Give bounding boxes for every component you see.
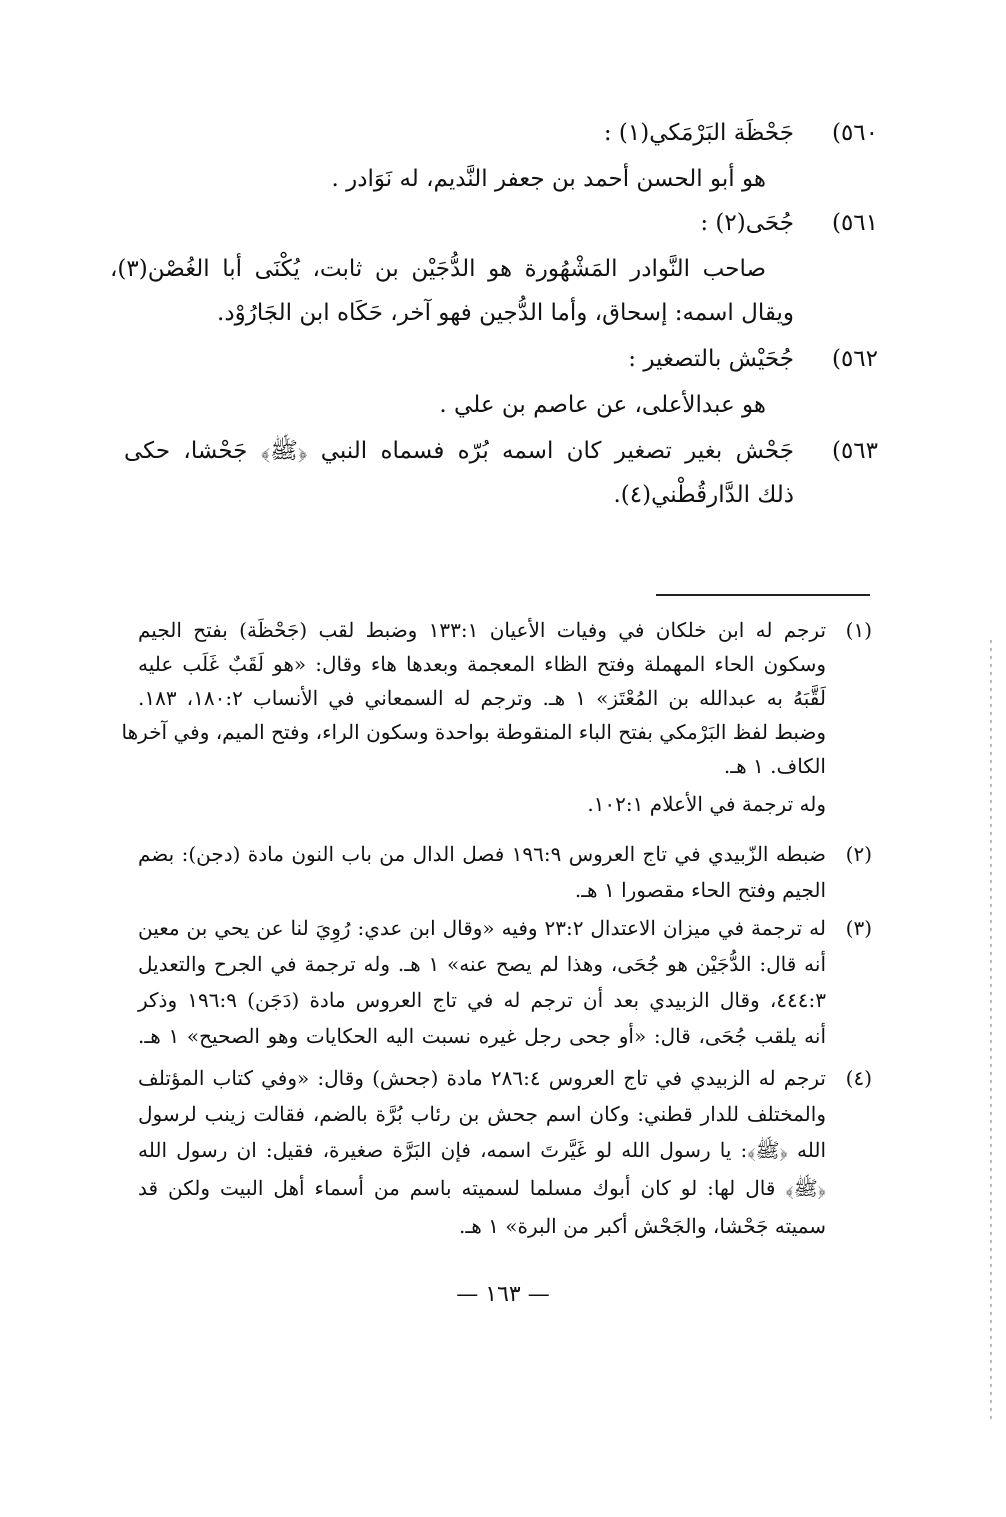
entry-text-line: صاحب النَّوادر المَشْهُورة هو الدُّجَيْن بن ثابت، يُكْنَى أبا الغُصْن(٣)، [110, 256, 766, 282]
footnote-line: أنه قال: الدُّجَيْن هو جُحَى، وهذا لم يصح عنه» ١ هـ. وله ترجمة في الجرح والتعديل [138, 952, 826, 976]
entry-number: ٥٦١) [831, 210, 878, 236]
page-number: — ١٦٣ — [456, 1282, 550, 1307]
footnote-line: له ترجمة في ميزان الاعتدال ٢٣:٢ وفيه «وقال ابن عدي: رُوِيَ لنا عن يحي بن معين [138, 916, 826, 940]
entry-text-line: ويقال اسمه: إسحاق، وأما الدُّجين فهو آخر، حَكَاه ابن الجَارُوْد. [217, 300, 794, 326]
entry-text-line: ذلك الدَّارقُطْني(٤). [613, 482, 794, 508]
entry-heading: جَحْش بغير تصغير كان اسمه بُرّه فسماه النبي ﴿ﷺ﴾ جَحْشا، حكى [124, 438, 794, 464]
footnote-number: (١) [845, 618, 872, 642]
footnote-line: ترجم له الزبيدي في تاج العروس ٢٨٦:٤ مادة (جحش) وقال: «وفي كتاب المؤتلف [138, 1066, 826, 1090]
footnote-line: وضبط لفظ البَرْمكي بفتح الباء المنقوطة بواحدة وسكون الراء، وفتح الميم، وفي آخرها [121, 720, 826, 744]
entry-text-line: هو عبدالأعلى، عن عاصم بن علي . [439, 392, 766, 418]
entry-heading: جَحْظَة البَرْمَكي(١) : [603, 120, 794, 146]
footnote-line: الجيم وفتح الحاء مقصورا ١ هـ. [574, 878, 826, 902]
footnote-line: والمختلف للدار قطني: وكان اسم جحش بن رئاب بُرَّة بالضم، فقالت زينب لرسول [138, 1102, 826, 1126]
footnote-line: سميته جَحْشا، والجَحْش أكبر من البرة» ١ هـ. [459, 1214, 826, 1238]
footnote-line: لَقَّبَهُ به عبدالله بن المُعْتَز» ١ هـ. وترجم له السمعاني في الأنساب ١٨٠:٢، ١٨٣. [138, 686, 827, 710]
footnote-line: وله ترجمة في الأعلام ١٠٢:١. [587, 792, 826, 816]
entry-number: ٥٦٢) [831, 346, 878, 372]
footnote-line: ترجم له ابن خلكان في وفيات الأعيان ١٣٣:١ وضبط لقب (جَحْظَة) بفتح الجيم [138, 618, 827, 642]
footnote-line: أنه يلقب جُحَى، قال: «أو جحى رجل غيره نسبت اليه الحكايات وهو الصحيح» ١ هـ. [138, 1024, 826, 1048]
footnote-line: ٤٤٤:٣، وقال الزبيدي بعد أن ترجم له في تاج العروس مادة (دَجَن) ١٩٦:٩ وذكر [138, 988, 827, 1012]
footnote-line: ضبطه الزّبيدي في تاج العروس ١٩٦:٩ فصل الدال من باب النون مادة (دجن): بضم [138, 842, 826, 866]
entry-number: ٥٦٠) [831, 120, 878, 146]
entry-heading: جُحَيْش بالتصغير : [628, 346, 794, 372]
entry-text-line: هو أبو الحسن أحمد بن جعفر النَّديم، له نَوَادر . [331, 166, 766, 192]
footnote-separator [656, 594, 870, 596]
scan-edge-mark [990, 640, 992, 1420]
footnote-number: (٤) [845, 1066, 872, 1090]
footnote-line: ﴿ﷺ﴾ قال لها: لو كان أبوك مسلما لسميته باسم من أسماء أهل البيت ولكن قد [138, 1176, 826, 1200]
footnote-line: الكاف. ١ هـ. [723, 754, 826, 778]
entry-number: ٥٦٣) [831, 438, 878, 464]
entry-heading: جُحَى(٢) : [700, 210, 794, 236]
footnote-number: (٢) [845, 842, 872, 866]
footnote-line: الله ﴿ﷺ﴾: يا رسول الله لو غَيَّرتَ اسمه، فإن البَرَّة صغيرة، فقيل: ان رسول الله [138, 1138, 826, 1162]
footnote-line: وسكون الحاء المهملة وفتح الظاء المعجمة وبعدها هاء وقال: «هو لَقَبٌ غَلَب عليه [138, 652, 826, 676]
footnote-number: (٣) [845, 916, 872, 940]
